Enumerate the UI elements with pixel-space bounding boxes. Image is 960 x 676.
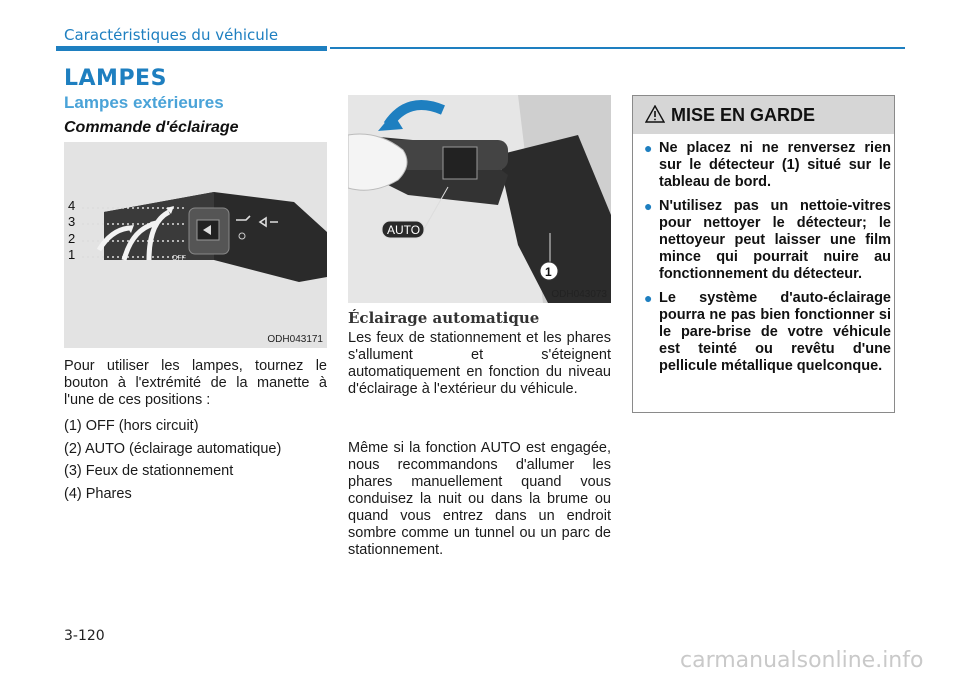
- subsection-title: Lampes extérieures: [64, 93, 224, 112]
- off-marking: OFF: [172, 255, 186, 262]
- list-item: (1) OFF (hors circuit): [64, 418, 199, 434]
- bullet-icon: ●: [644, 290, 653, 306]
- position-label-4: 4: [68, 198, 76, 213]
- position-label-2: 2: [68, 230, 76, 246]
- list-item: (2) AUTO (éclairage automatique): [64, 440, 282, 457]
- list-item: [641, 290, 891, 375]
- list-item: [641, 198, 891, 283]
- figure-code: ODH043073: [551, 289, 607, 300]
- intro-paragraph: Pour utiliser les lampes, tournez le bouton à l'extrémité de la manette à l'une de ces positions :: [64, 358, 327, 408]
- position-label-3: 3: [68, 214, 76, 230]
- list-item: (3) Feux de stationnement: [64, 463, 234, 479]
- chapter-title: Caractéristiques du véhicule: [64, 26, 279, 44]
- position-label-1: 1: [68, 246, 76, 262]
- auto-light-illustration: [348, 95, 611, 303]
- warning-box: [632, 95, 895, 413]
- watermark: carmanualsonline.info: [680, 648, 924, 673]
- position-list: [64, 418, 327, 508]
- auto-light-figure: [348, 95, 611, 303]
- warning-triangle-icon: [645, 105, 665, 123]
- warning-text: N'utilisez pas un nettoie-vitres pour nettoyer le détecteur; le nettoyeur peut laisser une film mince qui pourrait nuire au fonctionnement du détecteur.: [659, 198, 891, 282]
- auto-marking: AUTO: [387, 223, 421, 237]
- lighting-stalk-figure: [64, 142, 327, 348]
- bullet-icon: ●: [644, 198, 653, 214]
- lighting-stalk-illustration: [64, 142, 327, 348]
- subsubsection-title: Commande d'éclairage: [64, 119, 239, 136]
- auto-paragraph-1: Les feux de stationnement et les phares s'allument et s'éteignent automatiquement en fonction du niveau d'éclairage à l'extérieur du véhicule.: [348, 330, 611, 397]
- bullet-icon: ●: [644, 140, 653, 156]
- warning-title: MISE EN GARDE: [671, 105, 816, 125]
- section-title: LAMPES: [64, 66, 167, 91]
- list-item: [641, 140, 891, 191]
- page-number: 3-120: [64, 628, 105, 644]
- warning-list: [641, 140, 891, 382]
- warning-text: Ne placez ni ne renversez rien sur le détecteur (1) situé sur le tableau de bord.: [659, 140, 891, 190]
- figure-code: ODH043171: [267, 334, 323, 345]
- header-rule-light: [330, 47, 905, 49]
- header-rule-dark: [56, 46, 327, 51]
- list-item: (4) Phares: [64, 485, 132, 502]
- warning-header: [633, 96, 894, 134]
- warning-text: Le système d'auto-éclairage pourra ne pas bien fonctionner si le pare-brise de votre véhicule est teinté ou revêtu d'une pellicule métallique quelconque.: [659, 290, 891, 374]
- auto-lighting-heading: Éclairage automatique: [348, 309, 540, 327]
- auto-paragraph-2: Même si la fonction AUTO est engagée, nous recommandons d'allumer les phares manuellement quand vous conduisez la nuit ou dans la brume ou quand vous entrez dans un endroit sombre comme un tunnel ou un parc de stationnement.: [348, 440, 611, 558]
- sensor-callout: 1: [545, 265, 552, 279]
